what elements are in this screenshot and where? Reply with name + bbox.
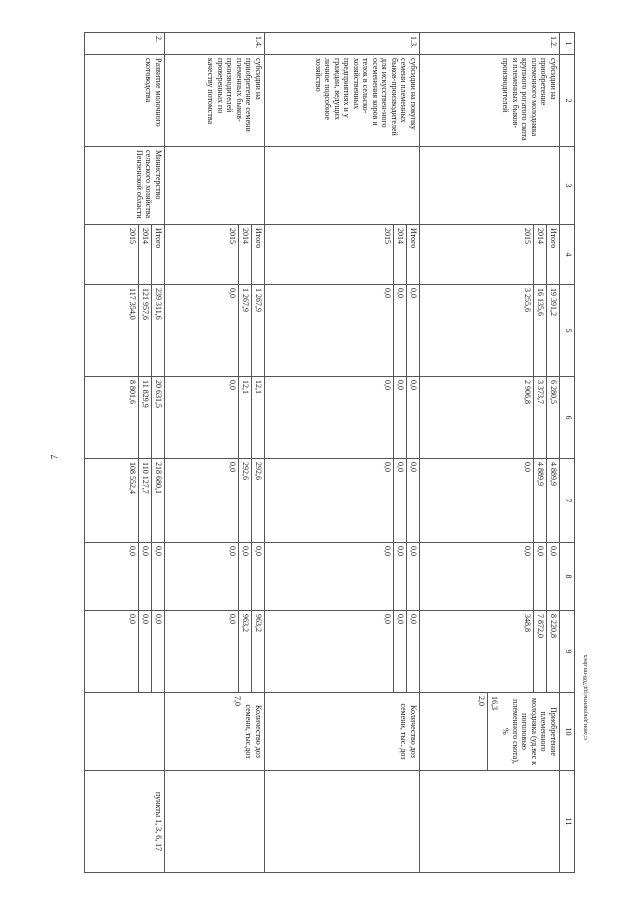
amount-value-stack	[521, 377, 559, 458]
reference-points	[165, 771, 265, 873]
col-header: 7	[560, 459, 575, 543]
year-value: Итого	[549, 228, 558, 249]
year-value-stack	[381, 225, 419, 284]
amount-value: 12,1	[254, 380, 263, 394]
amount-cell-c8	[85, 543, 165, 611]
amount-value: 0,0	[154, 614, 163, 624]
year-value: 2014	[139, 225, 152, 284]
measure-name: субсидии на покупку семени племенных быков-производителей для искусствен-ного осеменения коров и телок в сельско-хозяйственных предприятиях и у граждан, ведущих личное подсобное хозяйство	[265, 55, 420, 147]
amount-value-stack	[226, 377, 264, 458]
amount-cell-c5	[420, 285, 560, 377]
amount-value: 0,0	[239, 543, 252, 610]
executor	[420, 147, 560, 225]
col-header: 9	[560, 611, 575, 693]
amount-value: 963,2	[254, 614, 263, 632]
amount-value: 0,0	[226, 285, 239, 376]
year-cell	[420, 225, 560, 285]
amount-value-stack	[381, 611, 419, 692]
col-header: 5	[560, 285, 575, 377]
amount-value: 16 135,6	[534, 285, 547, 376]
amount-value: 239 311,6	[154, 288, 163, 320]
amount-value-stack	[381, 543, 419, 610]
amount-value: 292,6	[239, 459, 252, 542]
amount-value: 0,0	[394, 377, 407, 458]
col-header: 3	[560, 147, 575, 225]
amount-value: 348,8	[521, 611, 534, 692]
amount-value: 963,2	[239, 611, 252, 692]
amount-value: 4 889,9	[534, 459, 547, 542]
amount-value: 0,0	[381, 377, 394, 458]
amount-value: 0,0	[226, 543, 239, 610]
row-number: 2.	[85, 33, 165, 55]
amount-cell-c7	[265, 459, 420, 543]
year-value-stack	[226, 225, 264, 284]
amount-cell-c6	[85, 377, 165, 459]
col-header: 2	[560, 55, 575, 147]
table-row	[265, 33, 420, 873]
year-value: Итого	[409, 228, 418, 249]
reference-points: пункты 1, 3, 6, 17	[85, 771, 165, 873]
amount-cell-c5	[165, 285, 265, 377]
amount-value: 0,0	[381, 611, 394, 692]
year-value: 2015	[381, 225, 394, 284]
amount-value-stack	[521, 543, 559, 610]
amount-value-stack	[126, 543, 164, 610]
amount-value: 0,0	[409, 380, 418, 390]
amount-cell-c6	[265, 377, 420, 459]
row-number: 1.2.	[420, 33, 560, 55]
measure-name: Развитие молочного скотоводства	[85, 55, 165, 147]
amount-value: 0,0	[521, 459, 534, 542]
amount-value: 292,6	[254, 462, 263, 480]
col-header: 10	[560, 693, 575, 771]
col-header: 1	[560, 33, 575, 55]
amount-cell-c7	[165, 459, 265, 543]
amount-value: 6 280,5	[549, 380, 558, 404]
amount-cell-c5	[85, 285, 165, 377]
amount-value: 121 957,6	[139, 285, 152, 376]
indicator-label: Количество доз семени, тыс. доз	[399, 703, 418, 760]
amount-value: 0,0	[394, 459, 407, 542]
year-value: 2015	[126, 225, 139, 284]
amount-value: 0,0	[381, 285, 394, 376]
amount-value: 108 552,4	[126, 459, 139, 542]
table-row	[420, 33, 560, 873]
amount-cell-c8	[165, 543, 265, 611]
page-number: 7	[49, 454, 60, 460]
reference-points	[420, 771, 560, 873]
amount-value: 0,0	[394, 543, 407, 610]
amount-value-stack	[381, 285, 419, 376]
indicator-value-stack	[475, 693, 500, 770]
amount-cell-c8	[265, 543, 420, 611]
indicator-cell	[265, 693, 420, 771]
amount-value: 0,0	[126, 543, 139, 610]
amount-value: 3 255,6	[521, 285, 534, 376]
col-header: 4	[560, 225, 575, 285]
year-value: Итого	[254, 228, 263, 249]
amount-value: 0,0	[394, 611, 407, 692]
table-row	[85, 33, 165, 873]
year-value: 2015	[226, 225, 239, 284]
col-header: 8	[560, 543, 575, 611]
year-value: 2014	[239, 225, 252, 284]
row-number: 1.3.	[265, 33, 420, 55]
indicator-label	[162, 693, 164, 770]
amount-value-stack	[226, 611, 264, 692]
year-value: 2015	[521, 225, 534, 284]
amount-value: 20 631,5	[154, 380, 163, 408]
amount-value: 0,0	[409, 288, 418, 298]
year-cell	[265, 225, 420, 285]
amount-cell-c9	[165, 611, 265, 693]
amount-cell-c9	[265, 611, 420, 693]
amount-value: 19 391,2	[549, 288, 558, 316]
amount-value-stack	[381, 459, 419, 542]
amount-cell-c9	[420, 611, 560, 693]
amount-value-stack	[126, 459, 164, 542]
indicator-label: Количество доз семени, тыс.доз	[244, 704, 263, 759]
amount-value: 0,0	[154, 546, 163, 556]
indicator-cell	[85, 693, 165, 771]
amount-cell-c6	[165, 377, 265, 459]
amount-value: 0,0	[139, 543, 152, 610]
amount-value-stack	[521, 611, 559, 692]
rotated-table-container	[75, 32, 575, 872]
year-value: 2014	[534, 225, 547, 284]
measure-name: субсидии на приобретение семени племенных быков-производителей проверенных по качеству потомства	[165, 55, 265, 147]
amount-value: 0,0	[254, 546, 263, 556]
program-table	[84, 32, 575, 873]
executor	[165, 147, 265, 225]
amount-value: 11 829,9	[139, 377, 152, 458]
col-header: 11	[560, 771, 575, 873]
amount-value: 0,0	[409, 614, 418, 624]
amount-value: 110 127,7	[139, 459, 152, 542]
amount-value: 4 889,9	[549, 462, 558, 486]
footer-file-path: c:\мои документы\рд\709-пп.docx	[583, 654, 589, 740]
amount-value: 0,0	[381, 543, 394, 610]
amount-value: 7 872,0	[534, 611, 547, 692]
year-value: Итого	[154, 228, 163, 249]
amount-cell-c9	[85, 611, 165, 693]
amount-value: 0,0	[394, 285, 407, 376]
amount-value: 117 354,0	[126, 285, 139, 376]
amount-value: 0,0	[409, 546, 418, 556]
amount-value: 0,0	[126, 611, 139, 692]
amount-value: 0,0	[226, 377, 239, 458]
amount-cell-c7	[420, 459, 560, 543]
amount-value: 8 220,8	[549, 614, 558, 638]
amount-value-stack	[521, 459, 559, 542]
amount-value: 2 906,8	[521, 377, 534, 458]
amount-value: 0,0	[226, 611, 239, 692]
indicator-value: 16,3	[490, 696, 499, 710]
amount-value-stack	[126, 611, 164, 692]
amount-value: 0,0	[381, 459, 394, 542]
table-row	[165, 33, 265, 873]
amount-value: 0,0	[226, 459, 239, 542]
amount-value-stack	[226, 459, 264, 542]
amount-value: 1 267,9	[239, 285, 252, 376]
amount-value-stack	[226, 285, 264, 376]
indicator-value-stack	[231, 693, 243, 770]
executor	[265, 147, 420, 225]
indicator-value: 7,0	[233, 696, 242, 706]
amount-cell-c7	[85, 459, 165, 543]
amount-value: 0,0	[521, 543, 534, 610]
amount-value: 12,1	[239, 377, 252, 458]
amount-value-stack	[381, 377, 419, 458]
amount-value: 0,0	[534, 543, 547, 610]
executor: Министерство сельского хозяйства Пензенской области	[85, 147, 165, 225]
amount-cell-c5	[265, 285, 420, 377]
amount-value: 1 267,9	[254, 288, 263, 312]
reference-points	[265, 771, 420, 873]
amount-value-stack	[226, 543, 264, 610]
amount-value: 0,0	[549, 546, 558, 556]
amount-value: 3 373,7	[534, 377, 547, 458]
amount-value-stack	[521, 285, 559, 376]
amount-value-stack	[126, 285, 164, 376]
col-header: 6	[560, 377, 575, 459]
amount-cell-c8	[420, 543, 560, 611]
amount-value: 218 680,1	[154, 462, 163, 494]
year-value-stack	[521, 225, 559, 284]
amount-value: 0,0	[409, 462, 418, 472]
amount-value: 0,0	[139, 611, 152, 692]
amount-value: 8 801,6	[126, 377, 139, 458]
year-cell	[165, 225, 265, 285]
amount-value-stack	[126, 377, 164, 458]
year-value-stack	[126, 225, 164, 284]
indicator-cell	[165, 693, 265, 771]
indicator-cell	[420, 693, 560, 771]
column-number-row	[560, 33, 575, 873]
year-cell	[85, 225, 165, 285]
row-number: 1.4.	[165, 33, 265, 55]
indicator-value: 2,0	[475, 693, 488, 770]
measure-name: субсидии на приобретение племенного молодняка крупного рогатого скота и племенных быков-производителей	[420, 55, 560, 147]
year-value: 2014	[394, 225, 407, 284]
amount-cell-c6	[420, 377, 560, 459]
indicator-label: Приобретение племенного молодняка (уд.вес к поголовью племенного скота), %	[501, 697, 558, 766]
